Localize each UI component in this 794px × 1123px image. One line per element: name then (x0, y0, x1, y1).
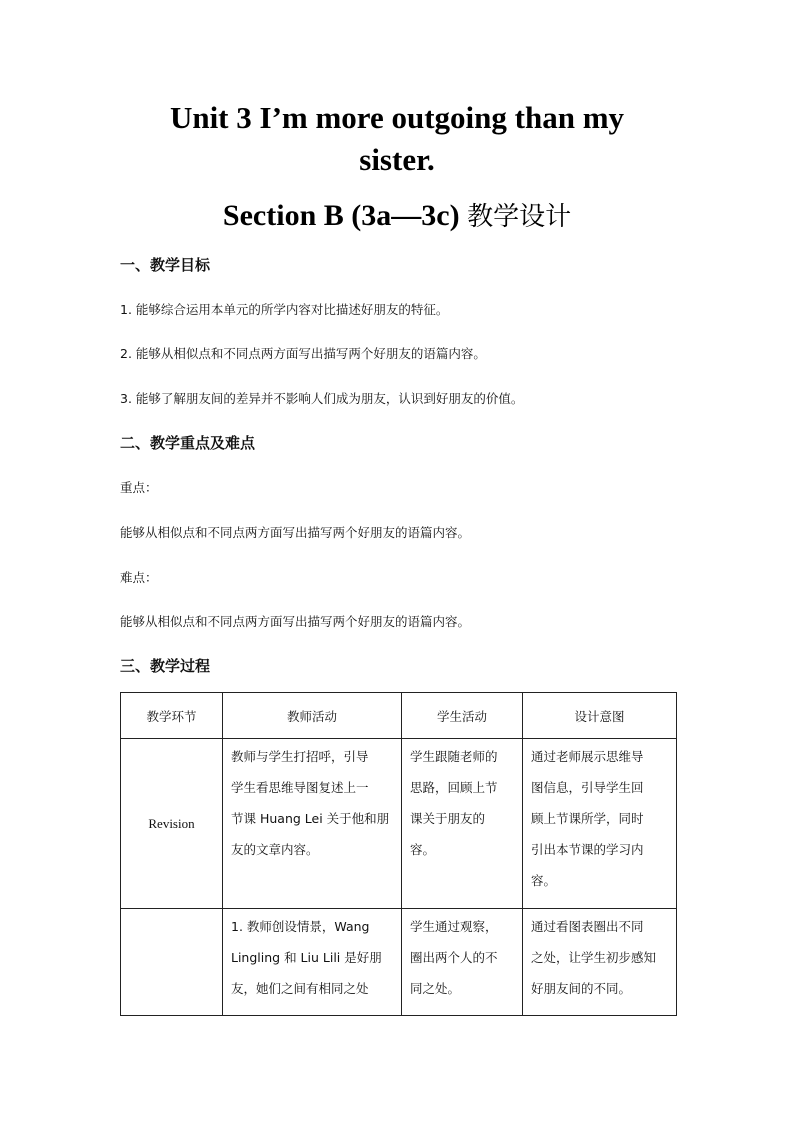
header-design-purpose: 设计意图 (523, 693, 677, 739)
subtitle-cn: 教学设计 (467, 202, 572, 232)
difficulty-label: 难点： (120, 570, 158, 585)
cell-line: Lingling 和 Liu Lili 是好朋 (231, 950, 382, 965)
cell-line: 好朋友间的不同。 (531, 981, 632, 996)
cell-line: 顾上节课所学，同时 (531, 811, 644, 826)
table-row (121, 909, 677, 1016)
focus-text: 能够从相似点和不同点两方面写出描写两个好朋友的语篇内容。 (120, 525, 471, 540)
cell-line: 1. 教师创设情景，Wang (231, 919, 370, 934)
cell-line: 课关于朋友的 (410, 811, 486, 826)
document-subtitle (0, 196, 794, 233)
cell-line: 节课 Huang Lei 关于他和朋 (231, 811, 390, 826)
objective-item-2: 2. 能够从相似点和不同点两方面写出描写两个好朋友的语篇内容。 (120, 346, 486, 361)
stage-cell: Revision (121, 739, 223, 909)
header-stage: 教学环节 (121, 693, 223, 739)
cell-line: 通过老师展示思维导 (531, 749, 644, 764)
cell-line: 同之处。 (410, 981, 461, 996)
cell-line: 图信息，引导学生回 (531, 780, 644, 795)
teacher-activity-cell (223, 739, 402, 909)
focus-label: 重点： (120, 480, 158, 495)
stage-cell (121, 909, 223, 1016)
header-student-activity: 学生活动 (402, 693, 523, 739)
cell-line: 学生跟随老师的 (410, 749, 498, 764)
design-purpose-cell (523, 909, 677, 1016)
cell-line: 引出本节课的学习内 (531, 842, 644, 857)
design-purpose-cell (523, 739, 677, 909)
table-header-row (121, 693, 677, 739)
student-activity-cell (402, 739, 523, 909)
table-row (121, 739, 677, 909)
heading-key-points: 二、教学重点及难点 (120, 434, 256, 452)
cell-line: 圈出两个人的不 (410, 950, 498, 965)
cell-line: 容。 (410, 842, 436, 857)
cell-line: 学生看思维导图复述上一 (231, 780, 369, 795)
cell-line: 教师与学生打招呼，引导 (231, 749, 369, 764)
teacher-activity-cell (223, 909, 402, 1016)
heading-process: 三、教学过程 (120, 657, 211, 675)
objective-item-3: 3. 能够了解朋友间的差异并不影响人们成为朋友，认识到好朋友的价值。 (120, 391, 524, 406)
objective-item-1: 1. 能够综合运用本单元的所学内容对比描述好朋友的特征。 (120, 302, 449, 317)
document-title-line1: Unit 3 I’m more outgoing than my (169, 100, 625, 135)
student-activity-cell (402, 909, 523, 1016)
cell-line: 学生通过观察， (410, 919, 498, 934)
difficulty-text: 能够从相似点和不同点两方面写出描写两个好朋友的语篇内容。 (120, 614, 471, 629)
process-table (120, 692, 677, 1016)
header-teacher-activity: 教师活动 (223, 693, 402, 739)
cell-line: 通过看图表圈出不同 (531, 919, 644, 934)
cell-line: 思路，回顾上节 (410, 780, 498, 795)
subtitle-section: Section B (3a—3c) (222, 199, 460, 232)
cell-line: 友的文章内容。 (231, 842, 319, 857)
cell-line: 友，她们之间有相同之处 (231, 981, 369, 996)
document-title-line2: sister. (359, 142, 435, 177)
cell-line: 之处，让学生初步感知 (531, 950, 657, 965)
heading-objectives: 一、教学目标 (120, 256, 211, 274)
cell-line: 容。 (531, 873, 557, 888)
